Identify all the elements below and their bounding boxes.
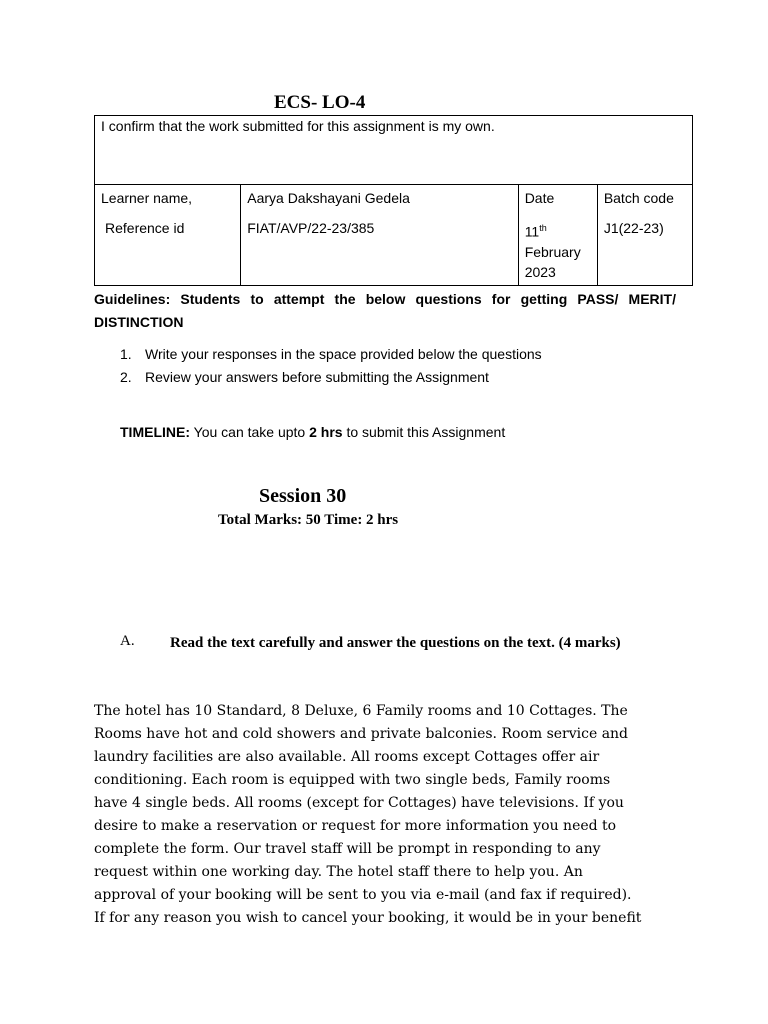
reference-id-label: Reference id xyxy=(105,220,185,236)
marks-time: Total Marks: 50 Time: 2 hrs xyxy=(218,512,399,528)
list-item xyxy=(120,343,542,366)
reading-passage: The hotel has 10 Standard, 8 Deluxe, 6 Family rooms and 10 Cottages. The Rooms have hot and cold showers and private balconies. Room service and laundry facilities are also available. All rooms except Cottages offer air conditioning. Each room is equipped with two single beds, Family rooms have 4 single beds. All rooms (except for Cottages) have televisions. If you desire to make a reservation or request for more information you need to complete the form. Our travel staff will be prompt in responding to any request within one working day. The hotel staff there to help you. An approval of your booking will be sent to you via e-mail (and fax if required). If for any reason you wish to cancel your booking, it would be in your benefit xyxy=(94,703,642,926)
date-day: 11 xyxy=(524,223,540,240)
question-text: Read the text carefully and answer the questions on the text. (4 marks) xyxy=(170,635,621,651)
step-text: Review your answers before submitting the Assignment xyxy=(145,369,489,385)
question-label: A. xyxy=(120,633,135,649)
batch-cell xyxy=(597,185,692,286)
batch-code-value: J1(22-23) xyxy=(603,220,664,236)
list-item xyxy=(120,366,542,389)
timeline-post: to submit this Assignment xyxy=(342,424,506,440)
timeline-pre: You can take upto xyxy=(190,424,310,440)
guidelines: Guidelines: Students to attempt the below questions for getting PASS/ MERIT/ DISTINCTION xyxy=(94,291,676,330)
batch-code-label: Batch code xyxy=(603,190,674,206)
declaration-text: I confirm that the work submitted for this assignment is my own. xyxy=(95,116,693,185)
instruction-list xyxy=(120,343,542,389)
learner-name-value: Aarya Dakshayani Gedela xyxy=(247,190,410,206)
date-year: 2023 xyxy=(524,263,556,280)
declaration-table xyxy=(94,115,693,286)
date-month: February xyxy=(524,243,581,260)
date-cell xyxy=(518,185,597,286)
session-heading: Session 30 xyxy=(259,485,347,507)
learner-label-cell xyxy=(95,185,241,286)
learner-value-cell xyxy=(241,185,518,286)
document-title: ECS- LO-4 xyxy=(274,92,366,113)
date-suffix: th xyxy=(539,223,547,233)
date-label: Date xyxy=(524,190,555,206)
step-number: 1. xyxy=(120,346,132,362)
reference-id-value: FIAT/AVP/22-23/385 xyxy=(247,220,375,236)
learner-name-label: Learner name, xyxy=(101,190,193,206)
step-text: Write your responses in the space provided below the questions xyxy=(145,346,542,362)
timeline-label: TIMELINE: xyxy=(120,424,190,440)
timeline xyxy=(120,424,505,440)
step-number: 2. xyxy=(120,369,132,385)
date-value xyxy=(525,218,591,242)
timeline-duration: 2 hrs xyxy=(309,424,343,440)
